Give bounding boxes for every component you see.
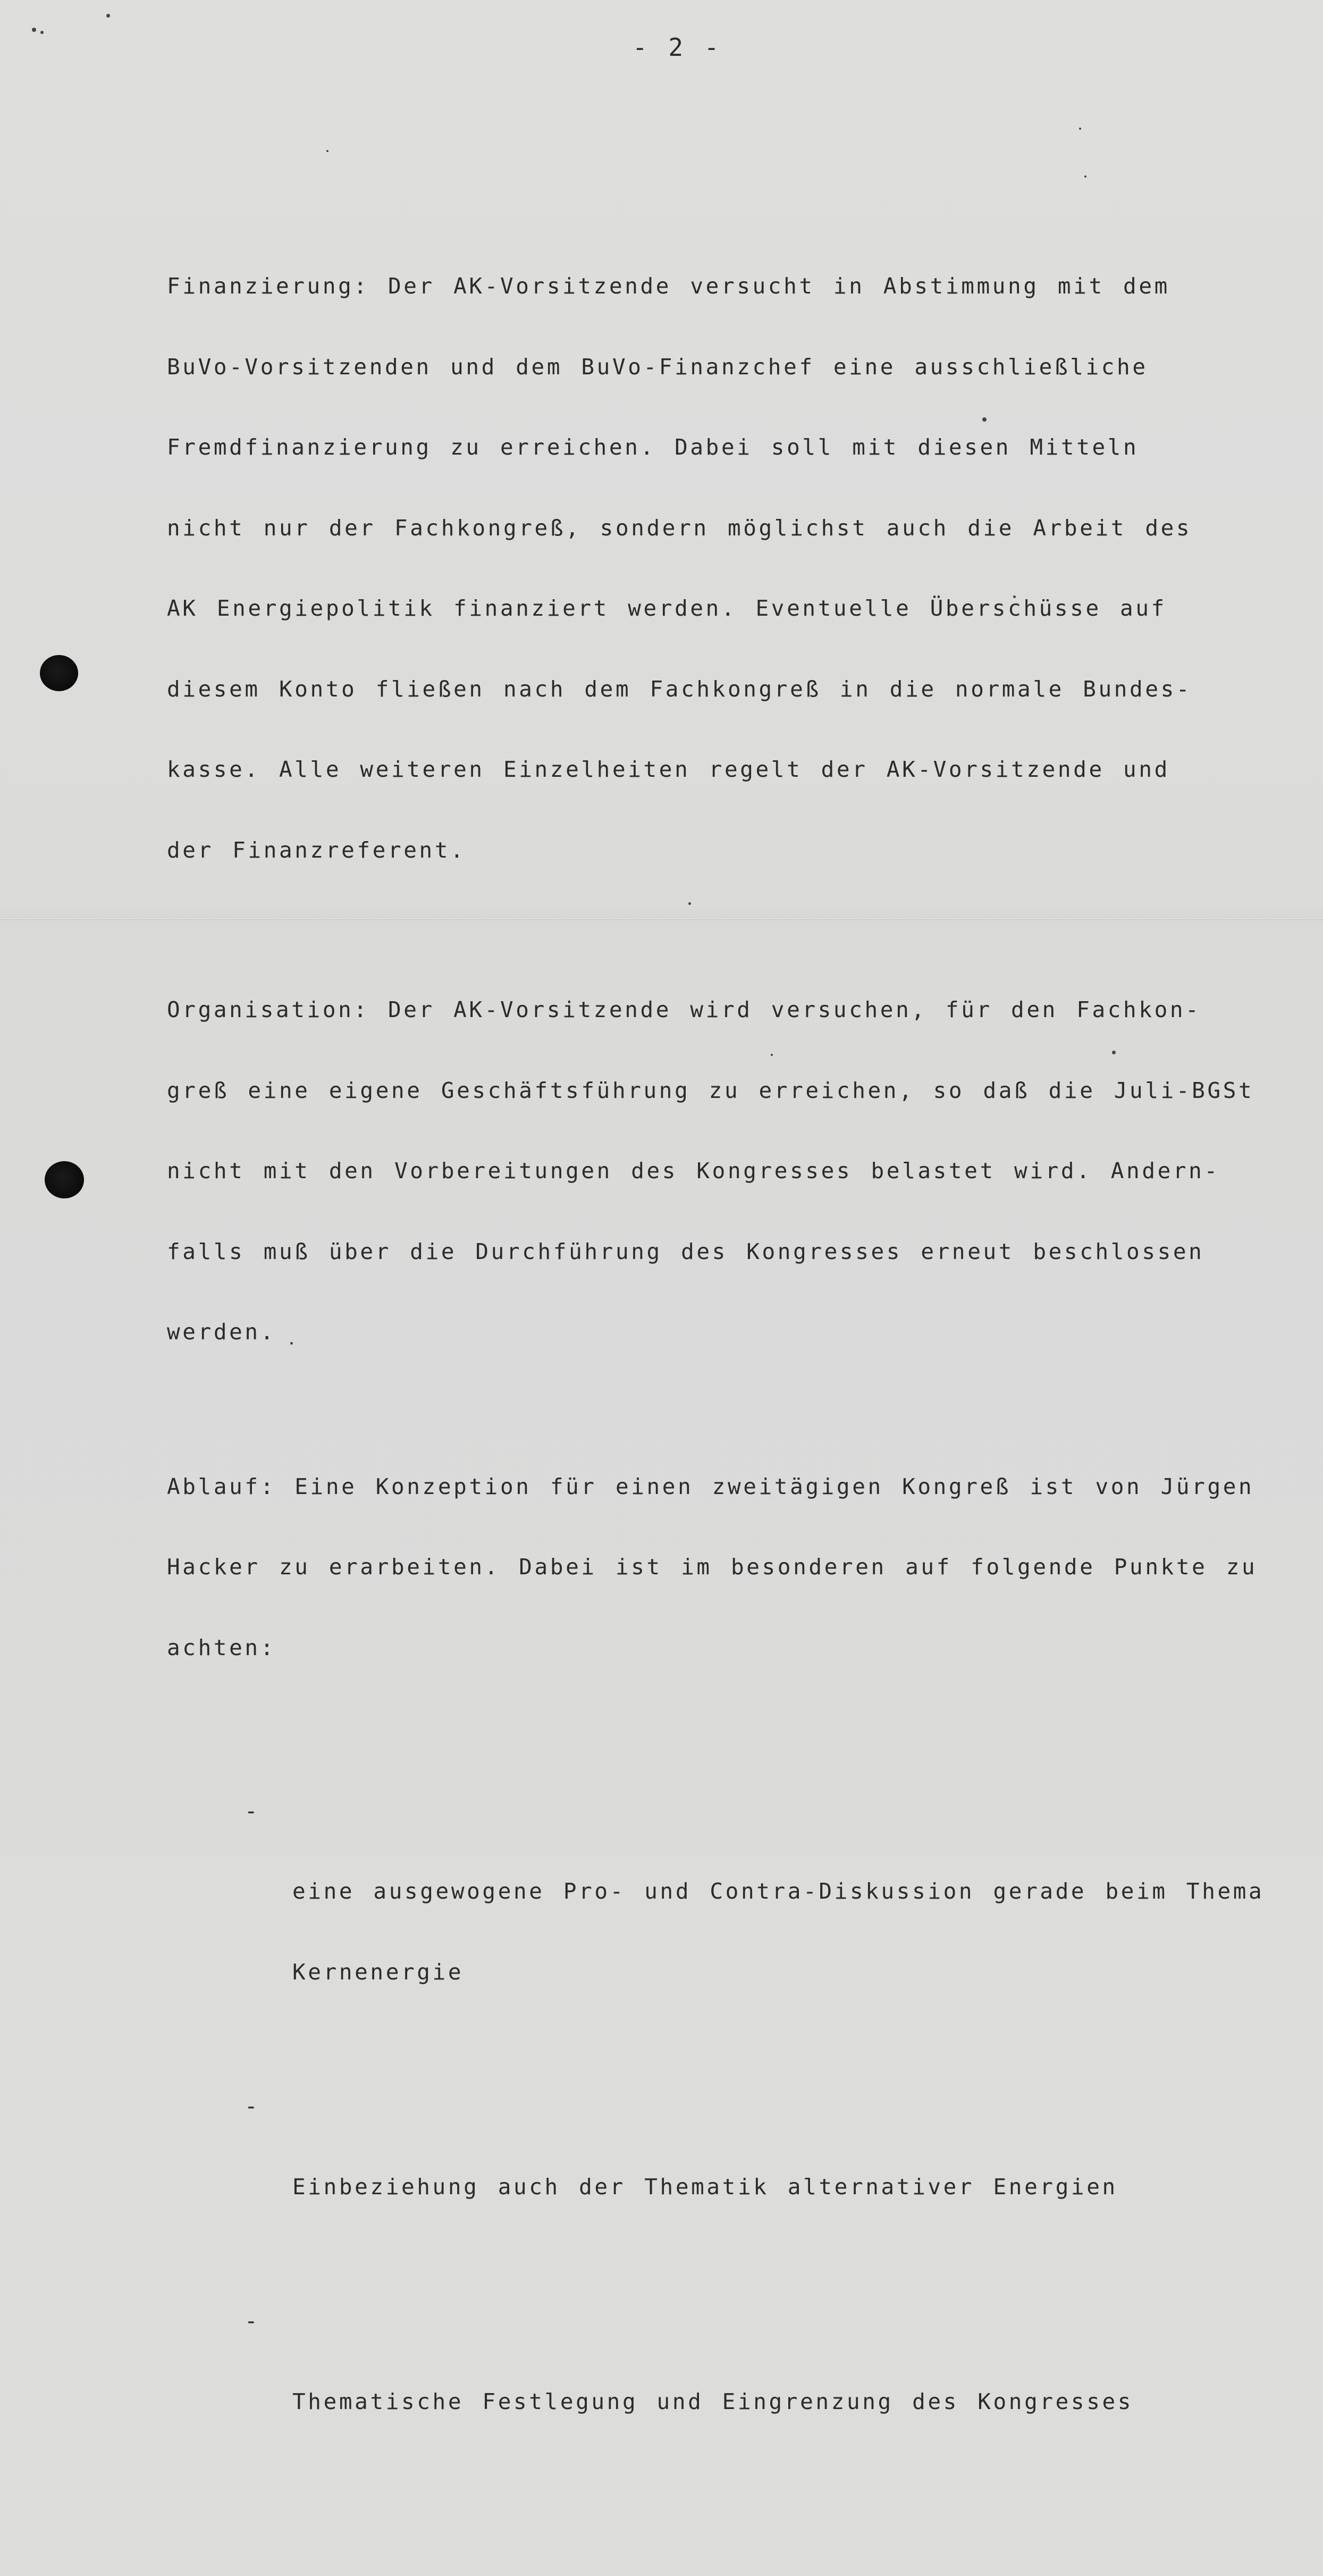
text-line: werden. <box>167 1319 1278 1346</box>
text-line: achten: <box>167 1634 1278 1662</box>
text-line: kasse. Alle weiteren Einzelheiten regelt der AK-Vorsitzende und <box>167 756 1278 783</box>
dust-speck <box>106 14 110 18</box>
text-line: greß eine eigene Geschäftsführung zu erreichen, so daß die Juli-BGSt <box>167 1077 1278 1104</box>
text-line: Thematische Festlegung und Eingrenzung des Kongresses <box>292 2388 1278 2415</box>
dash-marker: - <box>245 2093 260 2120</box>
text-line: AK Energiepolitik finanziert werden. Eventuelle Überschüsse auf <box>167 595 1278 622</box>
punch-hole-upper <box>40 655 78 691</box>
text-line: Kernenergie <box>292 1959 1278 1986</box>
dust-speck <box>32 28 36 32</box>
text-line: diesem Konto fließen nach dem Fachkongreß in die normale Bundes- <box>167 676 1278 703</box>
bullet-list <box>167 1744 1278 2523</box>
paragraph-finanzierung <box>167 219 1278 917</box>
text-line: Einbeziehung auch der Thematik alternativer Energien <box>292 2174 1278 2201</box>
dust-speck <box>326 150 328 152</box>
text-line: Organisation: Der AK-Vorsitzende wird versuchen, für den Fachkon- <box>167 996 1278 1023</box>
text-line: Fremdfinanzierung zu erreichen. Dabei soll mit diesen Mitteln <box>167 434 1278 461</box>
dust-speck <box>40 31 44 34</box>
text-line: Finanzierung: Der AK-Vorsitzende versucht in Abstimmung mit dem <box>167 273 1278 300</box>
typed-body <box>167 219 1278 2576</box>
list-item <box>167 1798 1278 2040</box>
dust-speck <box>1084 175 1086 178</box>
paragraph-organisation <box>167 943 1278 1399</box>
text-line: nicht mit den Vorbereitungen des Kongresses belastet wird. Andern- <box>167 1157 1278 1185</box>
list-item <box>167 2308 1278 2469</box>
text-line: der Finanzreferent. <box>167 837 1278 864</box>
punch-hole-lower <box>45 1161 84 1198</box>
text-line: Ablauf: Eine Konzeption für einen zweitägigen Kongreß ist von Jürgen <box>167 1473 1278 1500</box>
text-line: Hacker zu erarbeiten. Dabei ist im besonderen auf folgende Punkte zu <box>167 1554 1278 1581</box>
list-item <box>167 2093 1278 2254</box>
text-line: nicht nur der Fachkongreß, sondern möglichst auch die Arbeit des <box>167 515 1278 542</box>
paragraph-ablauf <box>167 1420 1278 2576</box>
dash-marker: - <box>245 1798 260 1825</box>
page-number: - 2 - <box>633 33 722 62</box>
dust-speck <box>1079 128 1081 130</box>
text-line: falls muß über die Durchführung des Kongresses erneut beschlossen <box>167 1238 1278 1265</box>
text-line: BuVo-Vorsitzenden und dem BuVo-Finanzchef eine ausschließliche <box>167 354 1278 381</box>
text-line: eine ausgewogene Pro- und Contra-Diskussion gerade beim Thema <box>292 1878 1278 1905</box>
dash-marker: - <box>245 2308 260 2335</box>
